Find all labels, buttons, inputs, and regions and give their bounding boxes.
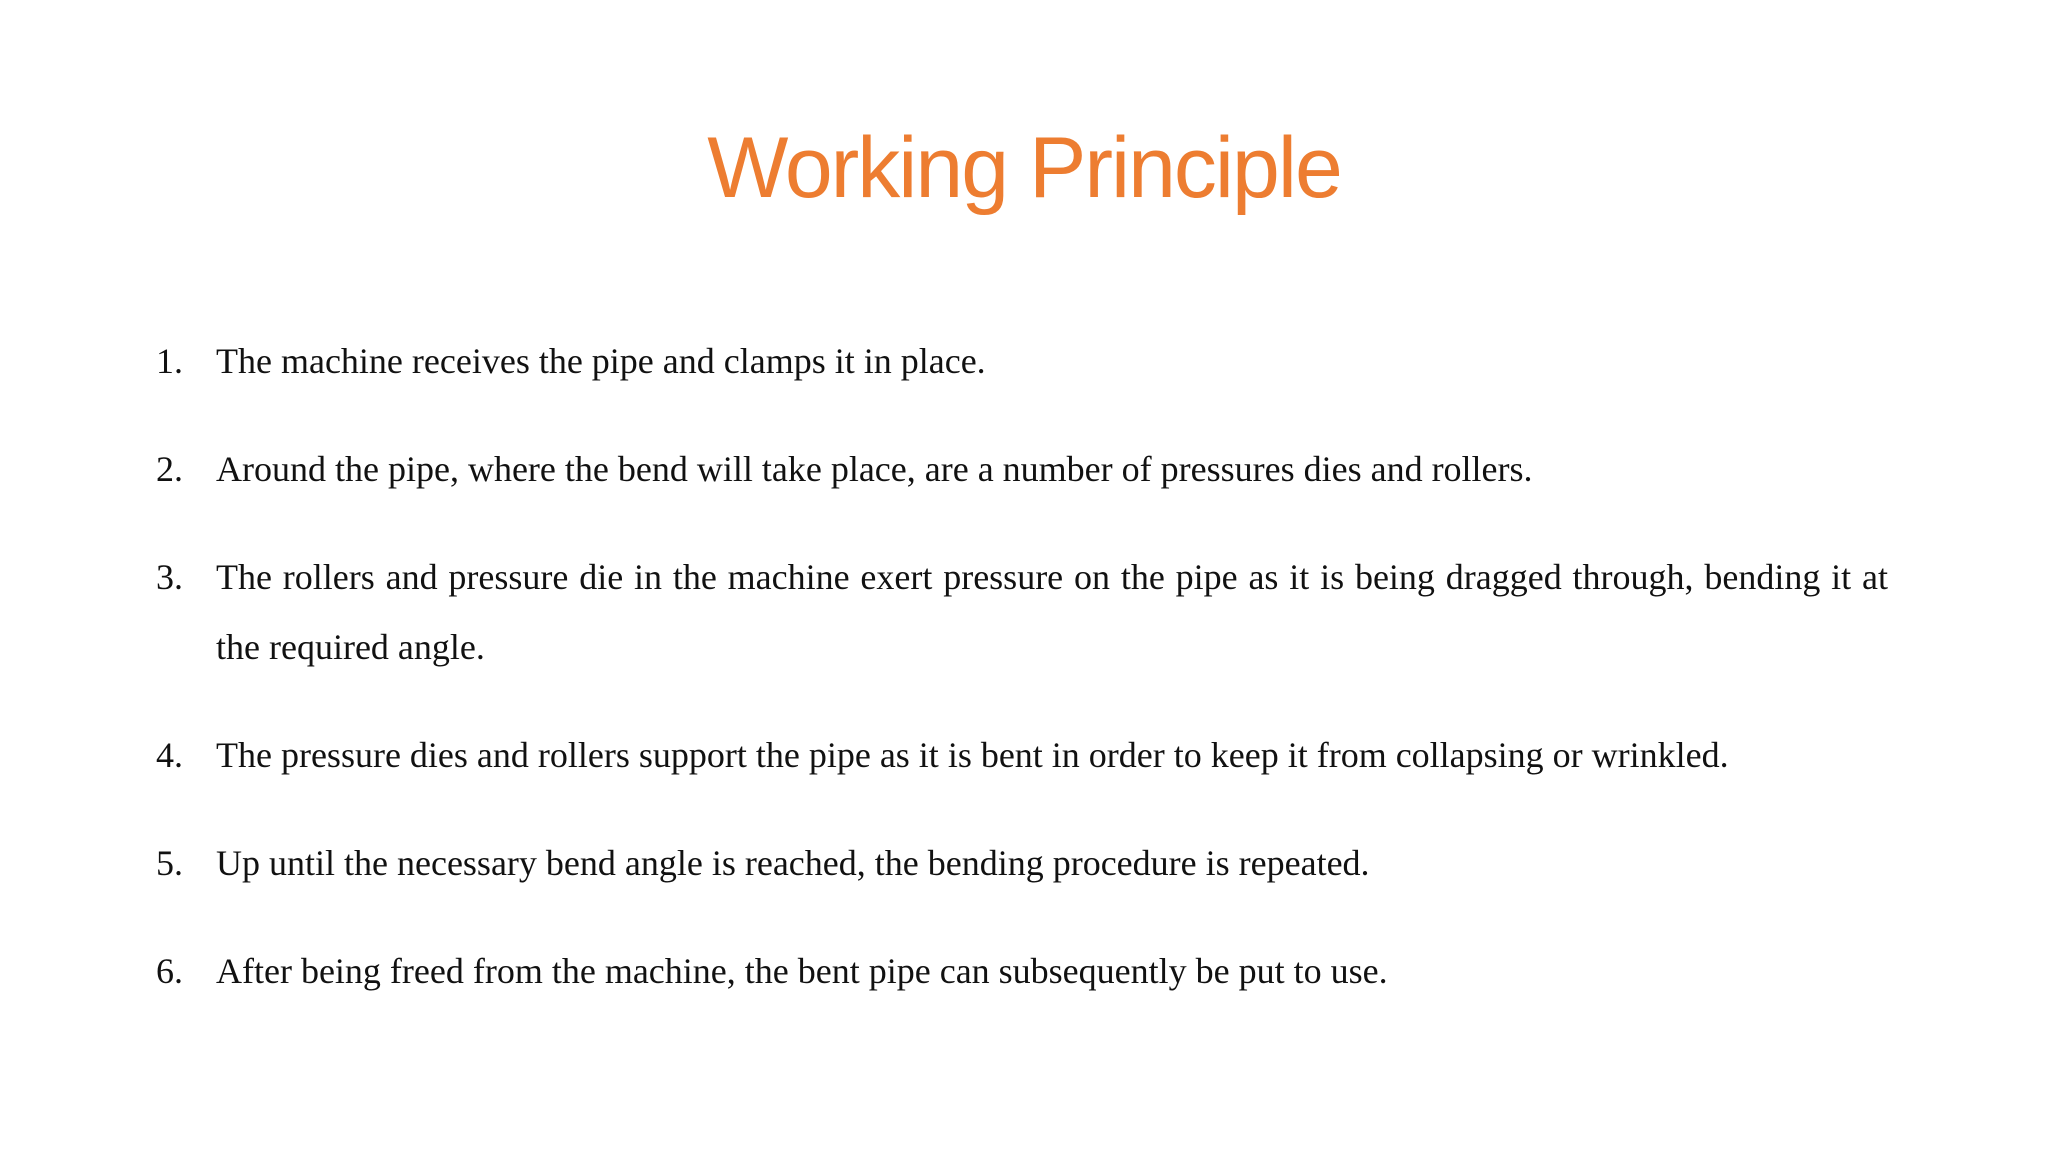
- list-item-number: 2.: [156, 449, 183, 489]
- list-item-number: 1.: [156, 341, 183, 381]
- list-item-number: 3.: [156, 557, 183, 597]
- list-item: [156, 434, 1888, 504]
- list-item-number: 6.: [156, 951, 183, 991]
- list-item: [156, 720, 1888, 790]
- list-item-number: 4.: [156, 735, 183, 775]
- list-item-text: The pressure dies and rollers support the pipe as it is bent in order to keep it from collapsing or wrinkled.: [216, 735, 1729, 775]
- list-item-text: The rollers and pressure die in the machine exert pressure on the pipe as it is being dragged through, bending it at the required angle.: [216, 557, 1888, 667]
- list-item: [156, 828, 1888, 898]
- list-item: [156, 542, 1888, 682]
- list-item: [156, 326, 1888, 396]
- slide-title: Working Principle: [707, 120, 1341, 216]
- numbered-list: [156, 326, 1888, 1044]
- list-item: [156, 936, 1888, 1006]
- list-item-text: Up until the necessary bend angle is reached, the bending procedure is repeated.: [216, 843, 1370, 883]
- list-item-text: Around the pipe, where the bend will take place, are a number of pressures dies and rollers.: [216, 449, 1533, 489]
- list-item-number: 5.: [156, 843, 183, 883]
- list-item-text: After being freed from the machine, the bent pipe can subsequently be put to use.: [216, 951, 1388, 991]
- list-item-text: The machine receives the pipe and clamps it in place.: [216, 341, 986, 381]
